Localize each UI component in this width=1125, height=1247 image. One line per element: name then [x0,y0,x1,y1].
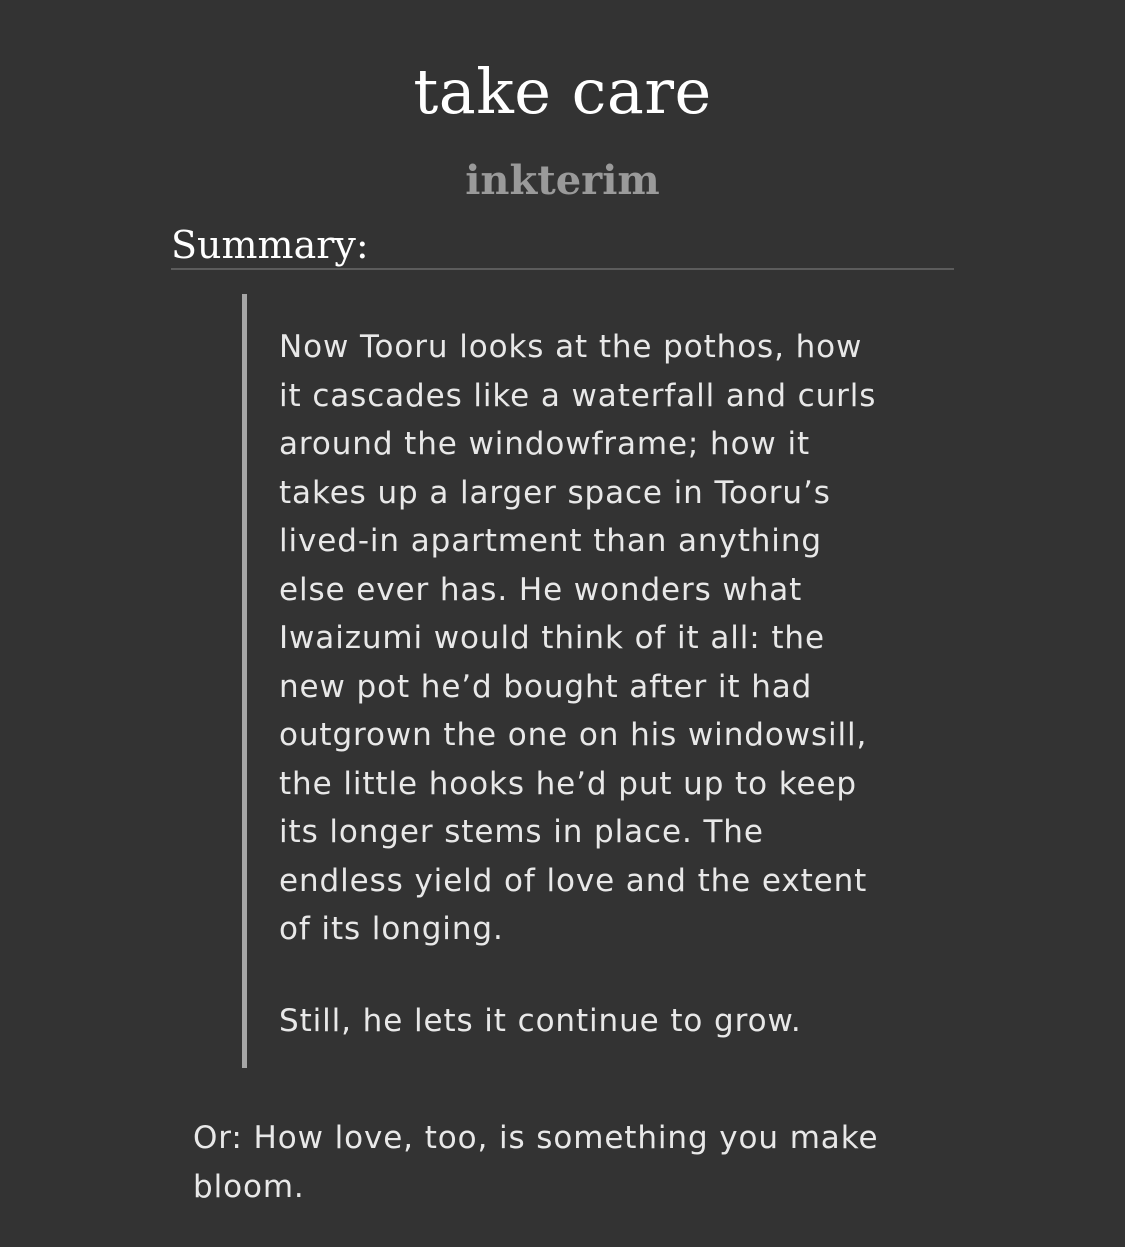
summary-blockquote [242,294,892,1068]
author-link[interactable]: inkterim [465,157,660,204]
summary-paragraph: Now Tooru looks at the pothos, how it cascades like a waterfall and curls around the windowframe; how it takes up a larger space in Tooru’s lived-in apartment than anything else ever has. He wonders what Iwaizumi would think of it all: the new pot he’d bought after it had outgrown the one on his windowsill, the little hooks he’d put up to keep its longer stems in place. The endless yield of love and the extent of its longing. [279,329,877,947]
byline [0,154,1125,208]
summary-paragraph: Still, he lets it continue to grow. [279,1003,802,1039]
work-title: take care [413,55,712,128]
summary-tagline: Or: How love, too, is something you make bloom. [193,1120,879,1205]
summary-heading: Summary: [171,222,954,270]
